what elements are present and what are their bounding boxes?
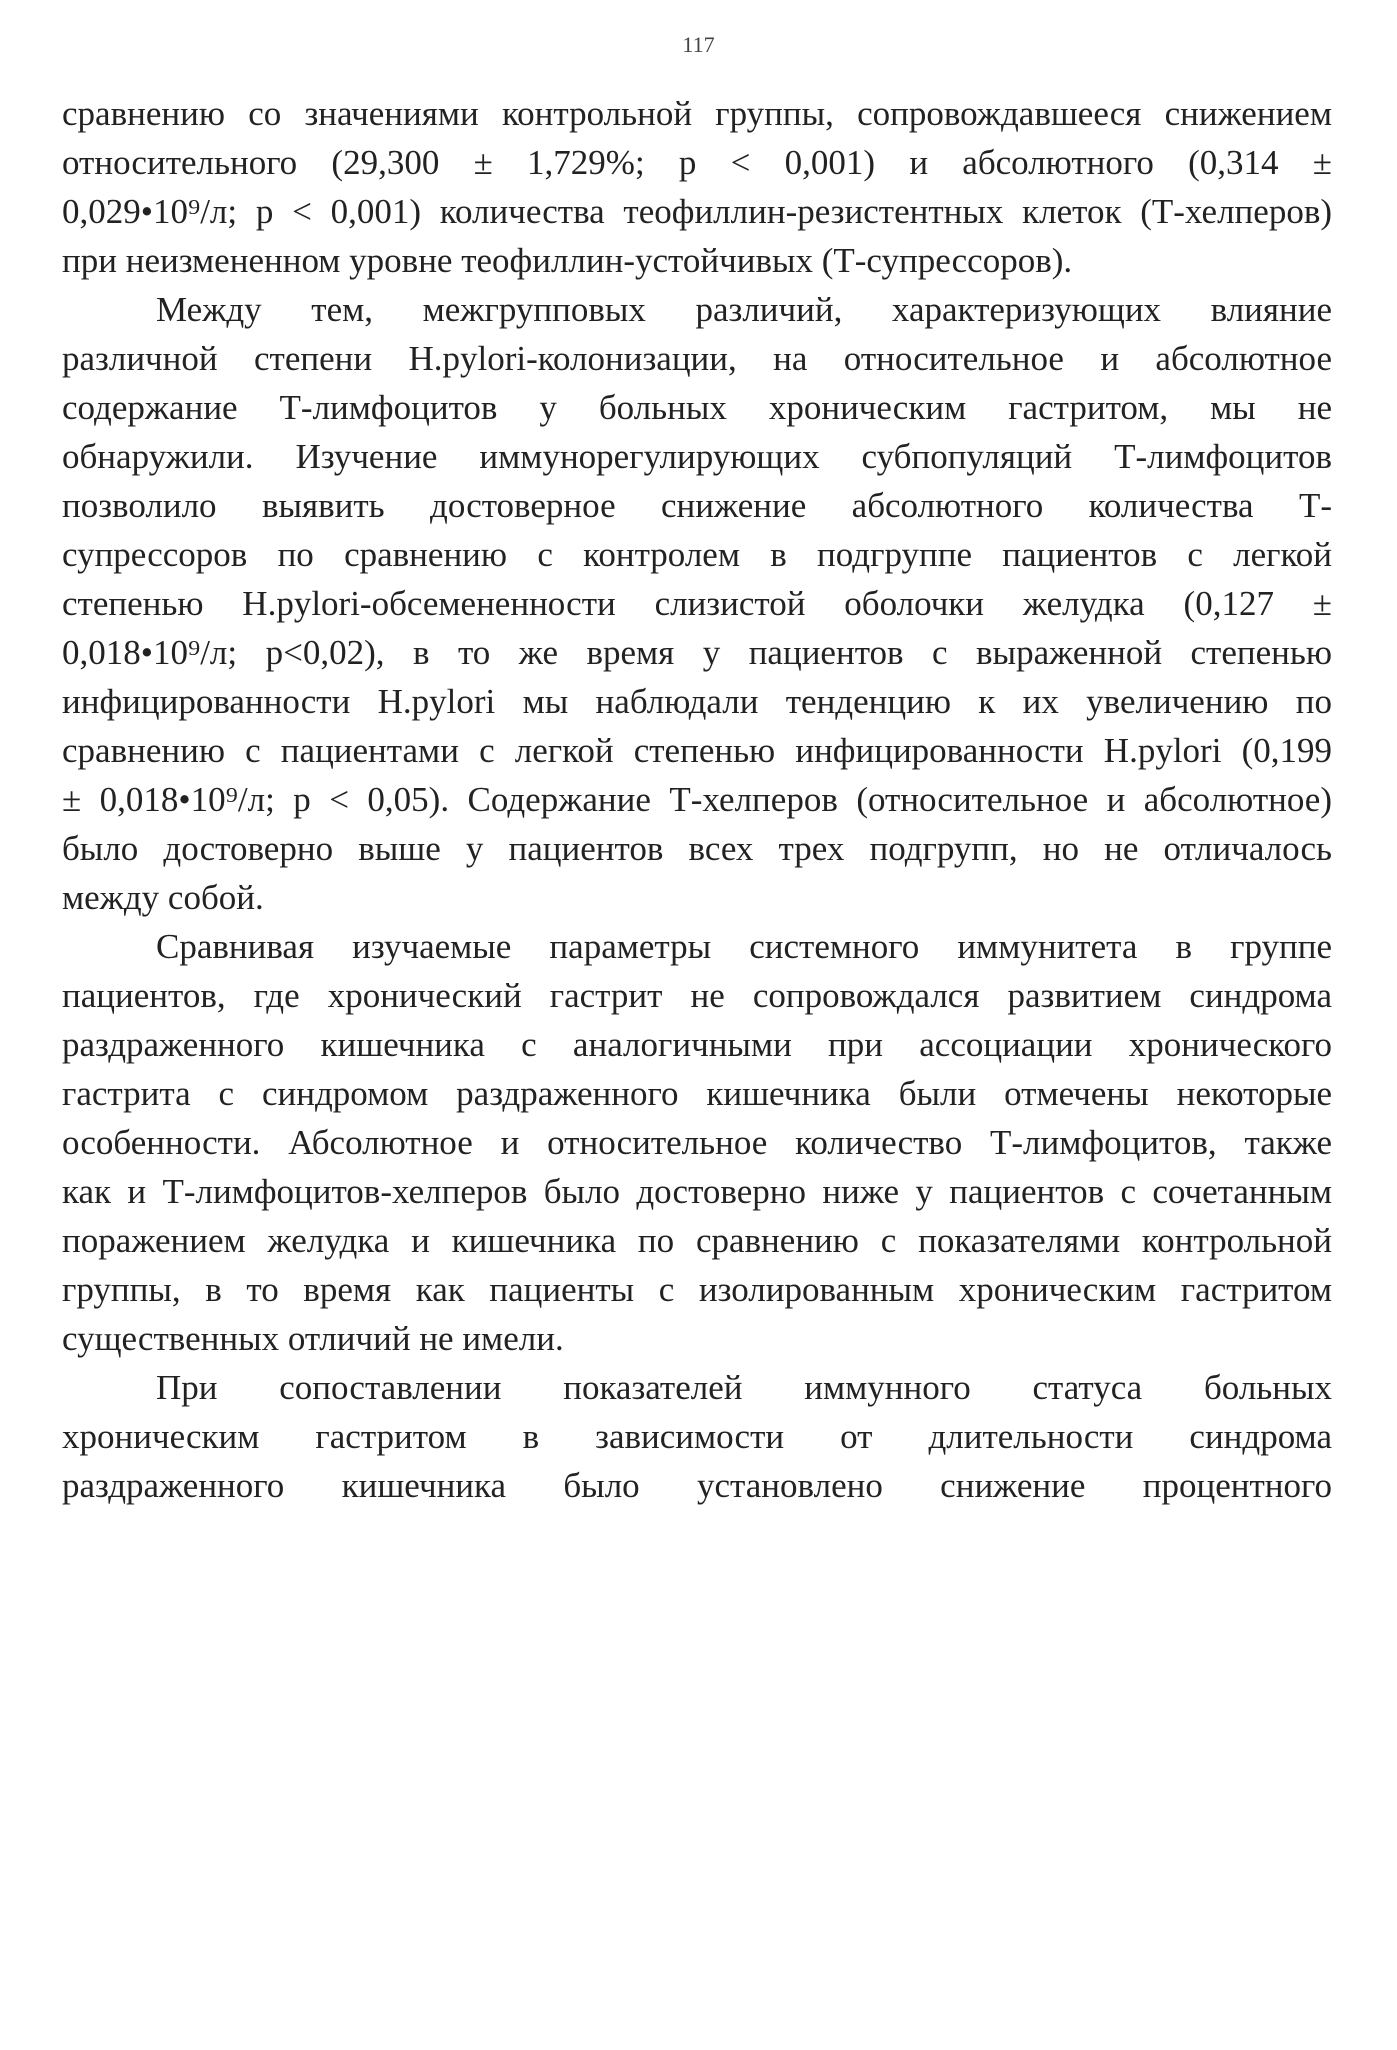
page-number: 117	[682, 32, 715, 57]
text-line: позволило выявить достоверное снижение абсолютного количества Т-	[62, 486, 1332, 525]
text-line: сравнению с пациентами с легкой степенью инфицированности H.pylori (0,199	[62, 731, 1332, 770]
text-line: ± 0,018•10⁹/л; p < 0,05). Содержание Т-хелперов (относительное и абсолютное)	[62, 780, 1332, 819]
text-line: между собой.	[62, 878, 264, 917]
text-line: относительного (29,300 ± 1,729%; p < 0,001) и абсолютного (0,314 ±	[62, 143, 1332, 182]
text-line: инфицированности H.pylori мы наблюдали тенденцию к их увеличению по	[62, 682, 1332, 721]
text-line: степенью H.pylori-обсемененности слизистой оболочки желудка (0,127 ±	[62, 584, 1332, 623]
text-line: особенности. Абсолютное и относительное количество Т-лимфоцитов, также	[62, 1123, 1332, 1162]
text-line: 0,029•10⁹/л; p < 0,001) количества теофиллин-резистентных клеток (Т-хелперов)	[62, 192, 1332, 231]
text-line: сравнению со значениями контрольной группы, сопровождавшееся снижением	[62, 94, 1332, 133]
text-line: При сопоставлении показателей иммунного статуса больных	[156, 1368, 1332, 1407]
text-line: как и Т-лимфоцитов-хелперов было достоверно ниже у пациентов с сочетанным	[62, 1172, 1332, 1211]
text-line: Сравнивая изучаемые параметры системного иммунитета в группе	[156, 927, 1332, 966]
text-line: было достоверно выше у пациентов всех трех подгрупп, но не отличалось	[62, 829, 1332, 868]
text-line: поражением желудка и кишечника по сравнению с показателями контрольной	[62, 1221, 1332, 1260]
text-line: раздраженного кишечника было установлено снижение процентного	[62, 1466, 1332, 1505]
text-line: 0,018•10⁹/л; p<0,02), в то же время у пациентов с выраженной степенью	[62, 633, 1332, 672]
text-line: различной степени H.pylori-колонизации, на относительное и абсолютное	[62, 339, 1332, 378]
text-line: при неизмененном уровне теофиллин-устойчивых (Т-супрессоров).	[62, 241, 1073, 280]
text-line: обнаружили. Изучение иммунорегулирующих субпопуляций Т-лимфоцитов	[62, 437, 1332, 476]
text-line: существенных отличий не имели.	[62, 1319, 564, 1358]
text-line: супрессоров по сравнению с контролем в подгруппе пациентов с легкой	[62, 535, 1332, 574]
text-line: содержание Т-лимфоцитов у больных хроническим гастритом, мы не	[62, 388, 1332, 427]
text-line: гастрита с синдромом раздраженного кишечника были отмечены некоторые	[62, 1074, 1332, 1113]
text-line: хроническим гастритом в зависимости от длительности синдрома	[62, 1417, 1332, 1456]
text-line: раздраженного кишечника с аналогичными при ассоциации хронического	[62, 1025, 1332, 1064]
text-line: Между тем, межгрупповых различий, характеризующих влияние	[156, 290, 1332, 329]
text-line: группы, в то время как пациенты с изолированным хроническим гастритом	[62, 1270, 1332, 1309]
text-line: пациентов, где хронический гастрит не сопровождался развитием синдрома	[62, 976, 1332, 1015]
